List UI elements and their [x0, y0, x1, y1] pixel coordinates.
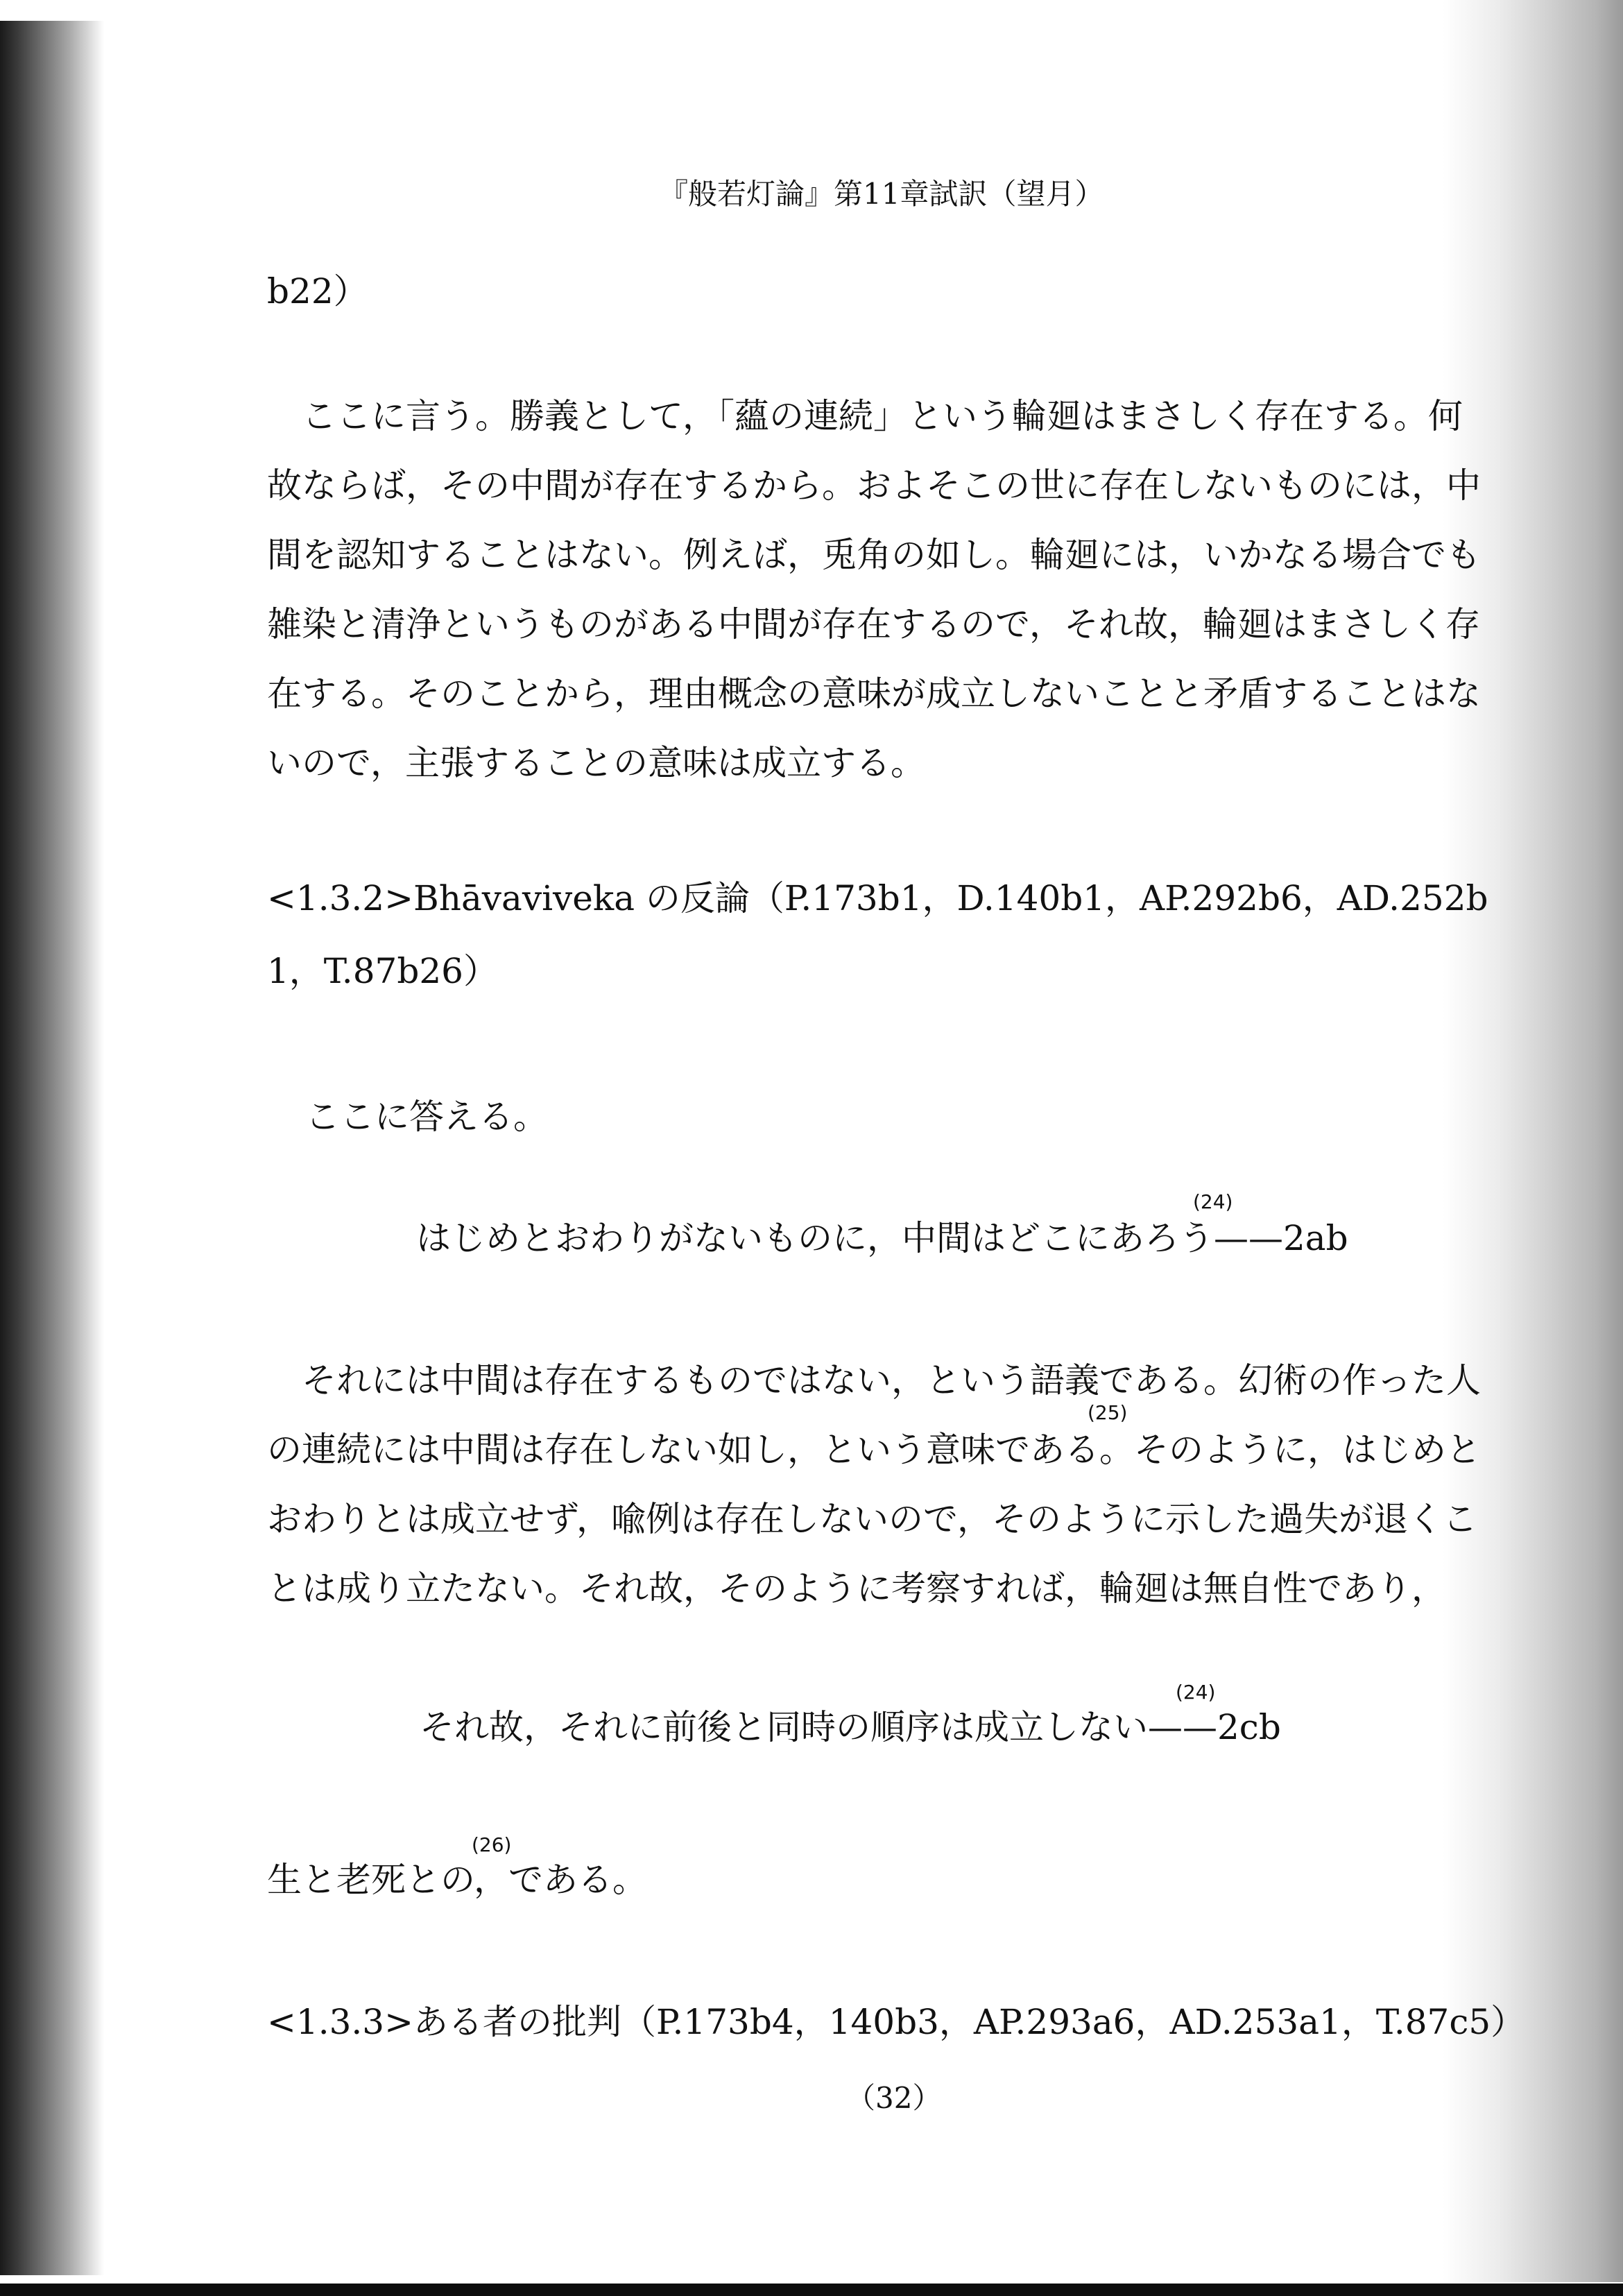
- para2-line: の連続には中間は存在しない如し，という意味である。そのように，はじめと: [267, 1430, 1481, 1470]
- page-number: （32）: [846, 2081, 942, 2115]
- para1-line: 在する。そのことから，理由概念の意味が成立しないことと矛盾することはな: [267, 674, 1481, 714]
- section-heading-1-3-2: <1.3.2>Bhāvaviveka の反論（P.173b1，D.140b1，AP.292b6，AD.252b: [267, 878, 1488, 918]
- section-heading-1-3-3: <1.3.3>ある者の批判（P.173b4，140b3，AP.293a6，AD.253a1，T.87c5）: [267, 2002, 1526, 2042]
- running-head: 『般若灯論』第11章試訳（望月）: [659, 177, 1104, 211]
- scan-shadow-left: [0, 21, 104, 2275]
- para2-line: おわりとは成立せず，喩例は存在しないので，そのように示した過失が退くこ: [267, 1499, 1477, 1539]
- para1-line: ここに言う。勝義として，「蘊の連続」という輪廻はまさしく存在する。何: [302, 396, 1463, 436]
- answer-intro: ここに答える。: [305, 1097, 548, 1137]
- verse-ref: ——2ab: [1214, 1218, 1348, 1258]
- verse-2ab: [416, 1217, 1348, 1259]
- line-26: 生と老死との，である。: [267, 1860, 647, 1900]
- verse-text: はじめとおわりがないものに，中間はどこにあろう: [416, 1218, 1214, 1258]
- document-page: [104, 0, 1526, 2282]
- para1-line: いので，主張することの意味は成立する。: [267, 743, 925, 783]
- para1-line: 間を認知することはない。例えば，兎角の如し。輪廻には，いかなる場合でも: [267, 535, 1481, 575]
- verse-text: それ故，それに前後と同時の順序は成立しない: [420, 1707, 1148, 1747]
- footnote-marker: (24): [1176, 1681, 1216, 1704]
- fragment-ref: b22）: [267, 271, 368, 311]
- scan-shadow-right: [1443, 0, 1623, 2282]
- para1-line: 故ならば，その中間が存在するから。およそこの世に存在しないものには，中: [267, 465, 1481, 506]
- verse-2cb: [420, 1706, 1281, 1748]
- footnote-marker: (24): [1193, 1190, 1233, 1213]
- scan-edge-bottom: [0, 2284, 1623, 2296]
- para1-line: 雑染と清浄というものがある中間が存在するので，それ故，輪廻はまさしく存: [267, 604, 1480, 644]
- footnote-marker: (25): [1088, 1401, 1128, 1424]
- para2-line: とは成り立たない。それ故，そのように考察すれば，輪廻は無自性であり，: [267, 1568, 1446, 1609]
- para2-line: それには中間は存在するものではない，という語義である。幻術の作った人: [302, 1360, 1481, 1400]
- section-heading-1-3-2-cont: 1，T.87b26）: [267, 951, 498, 991]
- footnote-marker: (26): [472, 1833, 512, 1856]
- verse-ref: ——2cb: [1148, 1707, 1281, 1747]
